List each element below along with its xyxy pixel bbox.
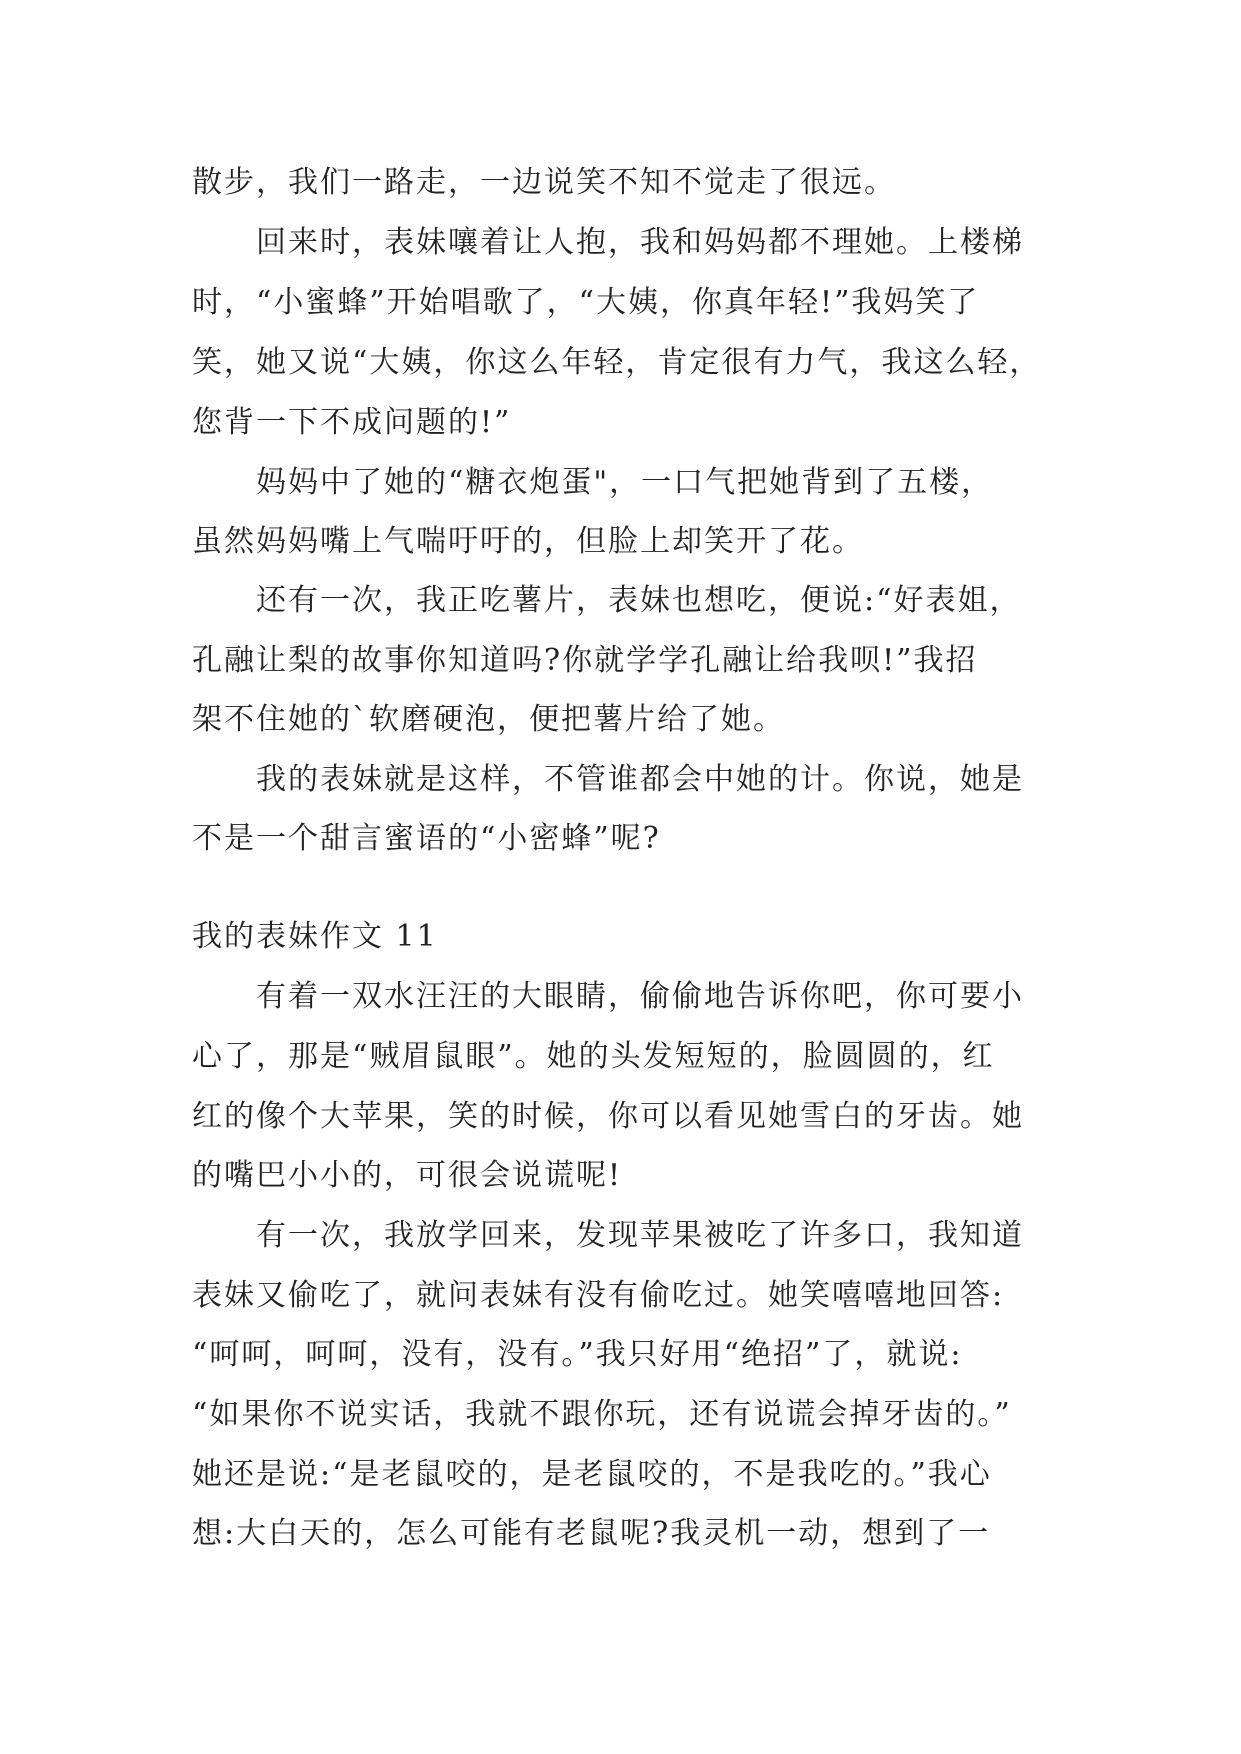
text-line: 时，“小蜜蜂”开始唱歌了，“大姨，你真年轻!”我妈笑了	[192, 285, 980, 320]
text-line: 心了，那是“贼眉鼠眼”。她的头发短短的，脸圆圆的，红	[192, 1039, 995, 1074]
text-line: 红的像个大苹果，笑的时候，你可以看见她雪白的牙齿。她	[192, 1099, 1024, 1134]
text-line: 的嘴巴小小的，可很会说谎呢!	[192, 1158, 623, 1193]
paragraph-first-line: 回来时，表妹嚷着让人抱，我和妈妈都不理她。上楼梯	[256, 225, 1024, 260]
text-line: 虽然妈妈嘴上气喘吁吁的，但脸上却笑开了花。	[192, 524, 864, 559]
paragraph-first-line: 有着一双水汪汪的大眼睛，偷偷地告诉你吧，你可要小	[256, 979, 1024, 1014]
text-line: 不是一个甜言蜜语的“小密蜂”呢?	[192, 821, 661, 856]
text-line: 您背一下不成问题的!”	[192, 405, 512, 440]
paragraph-first-line: 有一次，我放学回来，发现苹果被吃了许多口，我知道	[256, 1218, 1024, 1253]
text-line: 散步，我们一路走，一边说笑不知不觉走了很远。	[192, 165, 896, 200]
text-line: 表妹又偷吃了，就问表妹有没有偷吃过。她笑嘻嘻地回答:	[192, 1278, 1005, 1313]
text-line: 她还是说:“是老鼠咬的，是老鼠咬的，不是我吃的。”我心	[192, 1457, 992, 1492]
text-line: 笑，她又说“大姨，你这么年轻，肯定很有力气，我这么轻，	[192, 345, 1042, 380]
essay-title: 我的表妹作文 11	[192, 919, 438, 954]
paragraph-first-line: 还有一次，我正吃薯片，表妹也想吃，便说:“好表姐，	[256, 583, 1022, 618]
text-line: 架不住她的`软磨硬泡，便把薯片给了她。	[192, 702, 785, 737]
text-line: “如果你不说实话，我就不跟你玩，还有说谎会掉牙齿的。”	[192, 1397, 1012, 1432]
paragraph-first-line: 我的表妹就是这样，不管谁都会中她的计。你说，她是	[256, 762, 1024, 797]
text-line: “呵呵，呵呵，没有，没有。”我只好用“绝招”了，就说:	[192, 1337, 963, 1372]
paragraph-first-line: 妈妈中了她的“糖衣炮蛋"，一口气把她背到了五楼，	[256, 465, 994, 500]
text-line: 孔融让梨的故事你知道吗?你就学学孔融让给我呗!”我招	[192, 643, 978, 678]
text-line: 想:大白天的，怎么可能有老鼠呢?我灵机一动，想到了一	[192, 1516, 991, 1551]
